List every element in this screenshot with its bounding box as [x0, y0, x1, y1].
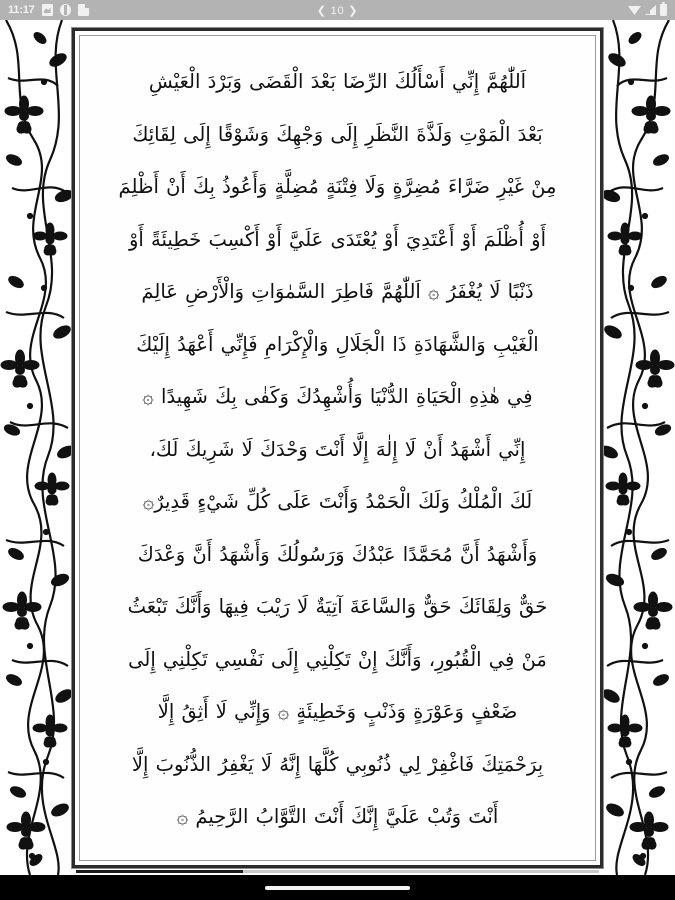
wifi-icon	[628, 5, 641, 15]
quran-line: وَأَشْهَدُ أَنَّ مُحَمَّدًا عَبْدُكَ وَرَسُولُكَ وَأَشْهَدُ أَنَّ وَعْدَكَ	[137, 542, 538, 566]
quran-line: اَللّٰهُمَّ إِنِّي أَسْأَلُكَ الرِّضَا بَعْدَ الْقَضَى وَبَرْدَ الْعَيْشِ	[148, 70, 527, 93]
quran-line: إِنِّي أَشْهَدُ أَنْ لَا إِلٰهَ إِلَّا أَنْتَ وَحْدَكَ لَا شَرِيكَ لَكَ،	[149, 437, 526, 461]
document-app-icon	[78, 4, 89, 16]
quran-text-block[interactable]	[86, 42, 589, 854]
quran-line: حَقٌّ وَلِقَائَكَ حَقٌّ وَالسَّاعَةَ آتِيَةٌ لَا رَيْبَ فِيهَا وَأَنَّكَ تَبْعَثُ	[127, 595, 548, 618]
quran-line: أَوْ أُظْلَمَ أَوْ أَعْتَدِيَ أَوْ يُعْتَدَى عَلَيَّ أَوْ أَكْسِبَ خَطِيئَةً أَوْ	[128, 227, 547, 251]
quran-line: بَعْدَ الْمَوْتِ وَلَذَّةَ النَّظَرِ إِلَى وَجْهِكَ وَشَوْقًا إِلَى لِقَائِكَ	[132, 122, 543, 146]
cellular-signal-icon	[645, 5, 656, 15]
quran-line: فِي هٰذِهِ الْحَيَاةِ الدُّنْيَا وَأُشْهِدُكَ وَكَفٰى بِكَ شَهِيدًا ۞	[142, 385, 533, 408]
decorative-border-left	[0, 20, 78, 875]
status-bar	[0, 0, 675, 20]
image-app-icon	[42, 4, 53, 16]
quran-line: لَكَ الْمُلْكُ وَلَكَ الْحَمْدُ وَأَنْتَ عَلَى كُلِّ شَيْءٍ قَدِيرٌ۞	[142, 490, 533, 513]
status-bar-right-group	[628, 4, 667, 16]
quran-line: مِنْ غَيْرِ ضَرَّاءَ مُضِرَّةٍ وَلَا فِتْنَةٍ مُضِلَّةٍ وَأَعُوذُ بِكَ أَنْ أَظْلِمَ	[118, 175, 557, 198]
media-app-icon	[60, 4, 71, 16]
system-navigation-bar	[0, 875, 675, 900]
page-frame	[72, 28, 603, 868]
quran-line: أَنْتَ وَتُبْ عَلَيَّ إِنَّكَ أَنْتَ التَّوَّابُ الرَّحِيمُ ۞	[176, 805, 499, 828]
page-inner-border	[79, 35, 596, 861]
quran-line: ضَعْفٍ وَعَوْرَةٍ وَذَنْبٍ وَخَطِيئَةٍ ۞ وَإِنِّي لَا أَثِقُ إِلَّا	[157, 700, 518, 723]
quran-line: مَنْ فِي الْقُبُورِ، وَأَنَّكَ إِنْ تَكِلْنِي إِلَى نَفْسِي تَكِلْنِي إِلَى	[128, 647, 547, 671]
reader-surface[interactable]	[0, 20, 675, 875]
quran-line: الْغَيْبِ وَالشَّهَادَةِ ذَا الْجَلَالِ وَالْإِكْرَامِ فَإِنِّي أَعْهَدُ إِلَيْكَ	[136, 332, 539, 356]
status-clock: 11:17	[8, 4, 35, 16]
status-bar-left-group	[8, 4, 89, 16]
page-indicator: ❮ 10 ❯	[316, 4, 359, 17]
home-indicator[interactable]	[265, 886, 410, 890]
scroll-track[interactable]	[76, 870, 599, 873]
battery-icon	[660, 4, 667, 16]
quran-line: ذَنْبًا لَا يُغْفَرُ ۞ اَللّٰهُمَّ فَاطِرَ السَّمٰوَاتِ وَالْأَرْضِ عَالِمَ	[141, 280, 534, 303]
quran-line: بِرَحْمَتِكَ فَاغْفِرْ لِي ذُنُوبِي كُلَّهَا إِنَّهُ لَا يَغْفِرُ الذُّنُوبَ إِلَّا	[131, 752, 544, 776]
decorative-border-right	[597, 20, 675, 875]
scroll-thumb[interactable]	[76, 870, 243, 873]
